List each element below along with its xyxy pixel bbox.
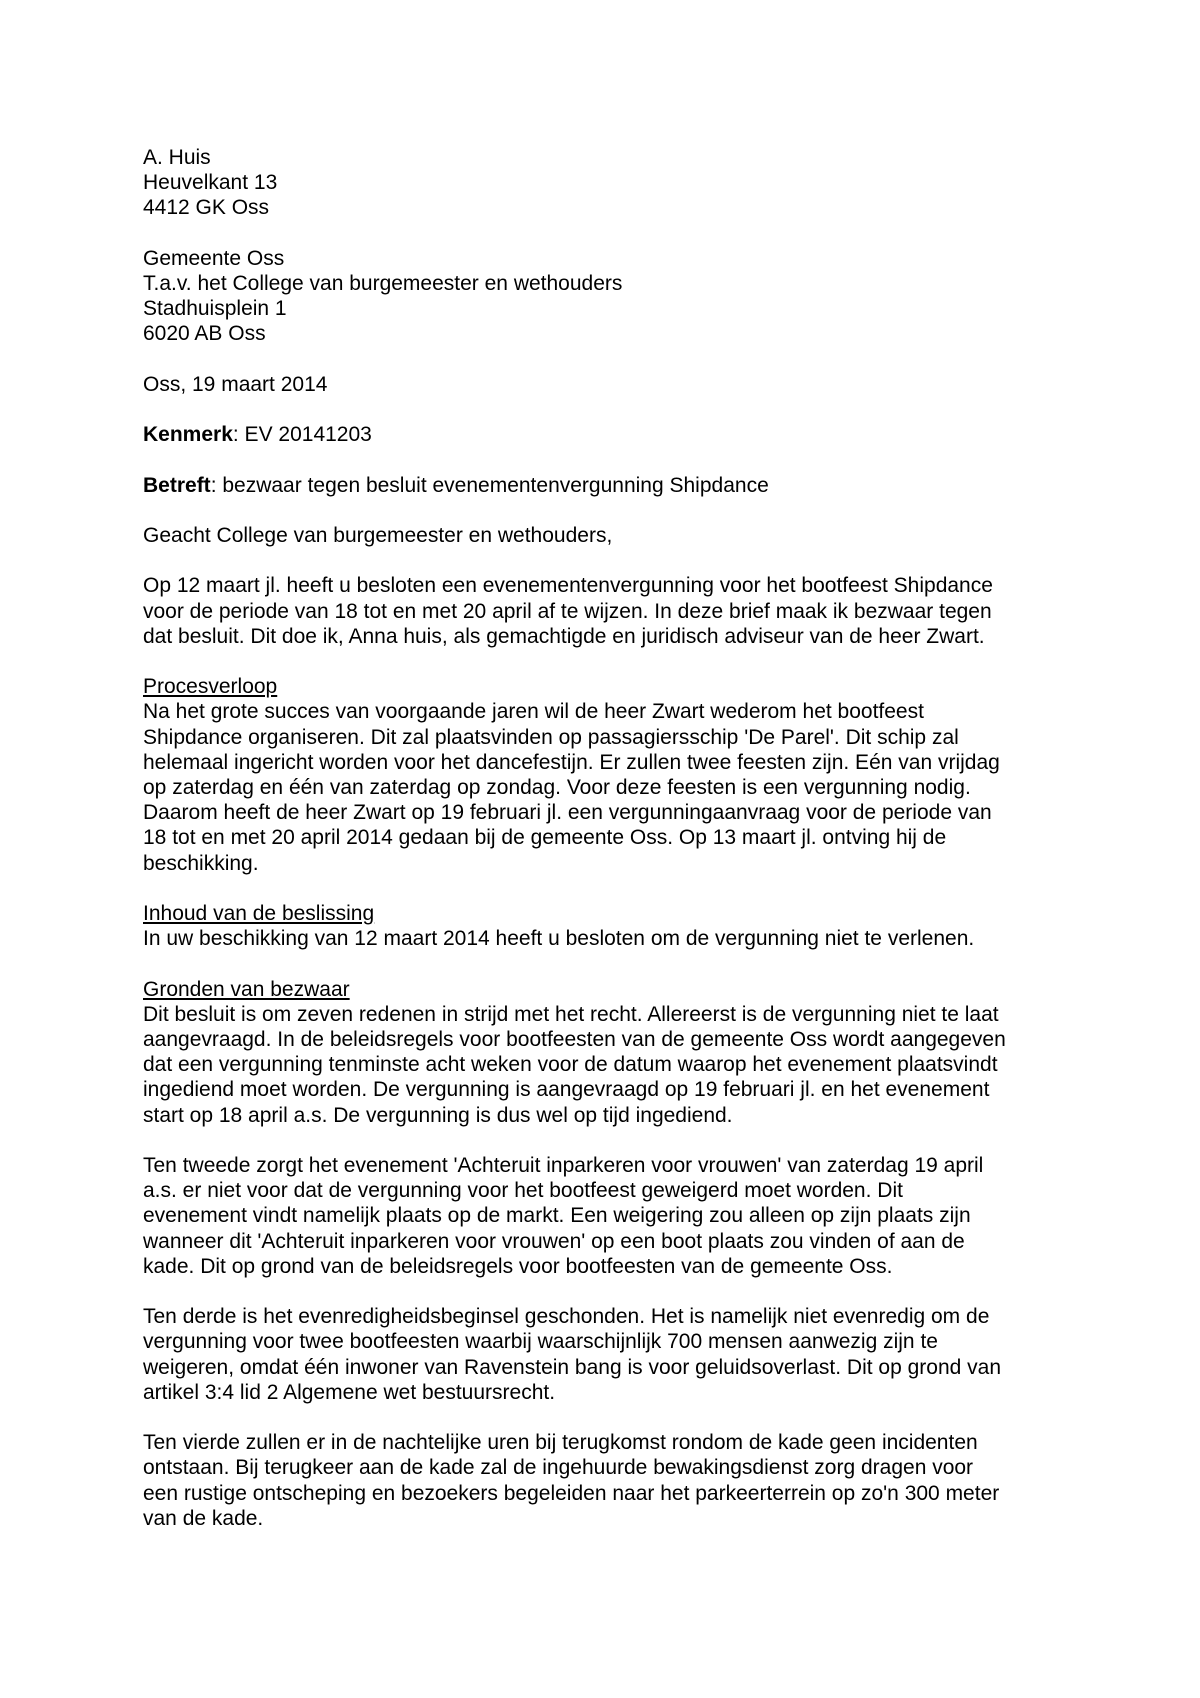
paragraph-line: 18 tot en met 20 april 2014 gedaan bij de gemeente Oss. Op 13 maart jl. ontving hij de: [143, 826, 947, 850]
sender-postal-city: 4412 GK Oss: [143, 196, 270, 220]
kenmerk-line: [143, 422, 1083, 447]
paragraph-line: op zaterdag en één van zaterdag op zondag. Voor deze feesten is een vergunning nodig.: [143, 775, 971, 799]
paragraph-derde: [143, 1304, 1083, 1405]
paragraph-line: kade. Dit op grond van de beleidsregels voor bootfeesten van de gemeente Oss.: [143, 1254, 893, 1278]
paragraph-line: In uw beschikking van 12 maart 2014 heeft u besloten om de vergunning niet te verlenen.: [143, 927, 975, 951]
salutation: Geacht College van burgemeester en wethouders,: [143, 523, 613, 547]
paragraph-line: voor de periode van 18 tot en met 20 april af te wijzen. In deze brief maak ik bezwaar tegen: [143, 599, 992, 623]
paragraph-line: ingediend moet worden. De vergunning is aangevraagd op 19 februari jl. en het evenement: [143, 1078, 990, 1102]
paragraph-line: van de kade.: [143, 1506, 264, 1530]
paragraph-line: dat een vergunning tenminste acht weken voor de datum waarop het evenement plaatsvindt: [143, 1053, 998, 1077]
gronden-section: [143, 977, 1083, 1128]
paragraph-line: ontstaan. Bij terugkeer aan de kade zal de ingehuurde bewakingsdienst zorg dragen voor: [143, 1456, 974, 1480]
recipient-org: Gemeente Oss: [143, 246, 285, 270]
paragraph-line: Ten tweede zorgt het evenement 'Achteruit inparkeren voor vrouwen' van zaterdag 19 april: [143, 1153, 984, 1177]
recipient-address: [143, 246, 1083, 347]
kenmerk-label: Kenmerk: [143, 423, 233, 447]
date-line: Oss, 19 maart 2014: [143, 372, 328, 396]
letter-body: [143, 145, 1083, 1531]
sender-name: A. Huis: [143, 146, 211, 169]
section-heading-procesverloop: Procesverloop: [143, 675, 278, 699]
paragraph-line: aangevraagd. In de beleidsregels voor bootfeesten van de gemeente Oss wordt aangegeven: [143, 1027, 1006, 1051]
paragraph-vierde: [143, 1430, 1083, 1531]
betreft-line: [143, 473, 1083, 498]
paragraph-line: een rustige ontscheping en bezoekers begeleiden naar het parkeerterrein op zo'n 300 meter: [143, 1481, 1000, 1505]
intro-paragraph: [143, 573, 1083, 649]
paragraph-tweede: [143, 1153, 1083, 1279]
recipient-street: Stadhuisplein 1: [143, 297, 287, 321]
procesverloop-section: [143, 674, 1083, 876]
paragraph-line: artikel 3:4 lid 2 Algemene wet bestuursrecht.: [143, 1380, 556, 1404]
paragraph-line: start op 18 april a.s. De vergunning is dus wel op tijd ingediend.: [143, 1103, 733, 1127]
paragraph-line: Dit besluit is om zeven redenen in strijd met het recht. Allereerst is de vergunning niet te laat: [143, 1002, 999, 1026]
section-heading-gronden: Gronden van bezwaar: [143, 977, 350, 1001]
paragraph-line: evenement vindt namelijk plaats op de markt. Een weigering zou alleen op zijn plaats zijn: [143, 1204, 971, 1228]
recipient-attn: T.a.v. het College van burgemeester en wethouders: [143, 272, 623, 295]
paragraph-line: Shipdance organiseren. Dit zal plaatsvinden op passagiersschip 'De Parel'. Dit schip zal: [143, 725, 959, 749]
betreft-value: : bezwaar tegen besluit evenementenvergunning Shipdance: [210, 473, 769, 497]
paragraph-line: wanneer dit 'Achteruit inparkeren voor vrouwen' op een boot plaats zou vinden of aan de: [143, 1229, 965, 1253]
paragraph-line: vergunning voor twee bootfeesten waarbij waarschijnlijk 700 mensen aanwezig zijn te: [143, 1330, 938, 1354]
sender-street: Heuvelkant 13: [143, 171, 278, 195]
section-heading-inhoud: Inhoud van de beslissing: [143, 901, 375, 925]
paragraph-line: dat besluit. Dit doe ik, Anna huis, als gemachtigde en juridisch adviseur van de heer Zwart.: [143, 624, 985, 648]
paragraph-line: weigeren, omdat één inwoner van Ravenstein bang is voor geluidsoverlast. Dit op grond van: [143, 1355, 1002, 1379]
paragraph-line: helemaal ingericht worden voor het dancefestijn. Er zullen twee feesten zijn. Eén van vrijdag: [143, 750, 1000, 774]
paragraph-line: Ten derde is het evenredigheidsbeginsel geschonden. Het is namelijk niet evenredig om de: [143, 1305, 990, 1329]
paragraph-line: Ten vierde zullen er in de nachtelijke uren bij terugkomst rondom de kade geen incidenten: [143, 1431, 978, 1455]
paragraph-line: Daarom heeft de heer Zwart op 19 februari jl. een vergunningaanvraag voor de periode van: [143, 801, 992, 825]
paragraph-line: beschikking.: [143, 851, 259, 875]
paragraph-line: Op 12 maart jl. heeft u besloten een evenementenvergunning voor het bootfeest Shipdance: [143, 574, 993, 598]
paragraph-line: Na het grote succes van voorgaande jaren wil de heer Zwart wederom het bootfeest: [143, 700, 924, 724]
inhoud-section: [143, 901, 1083, 951]
kenmerk-value: : EV 20141203: [232, 423, 372, 447]
betreft-label: Betreft: [143, 473, 211, 497]
paragraph-line: a.s. er niet voor dat de vergunning voor het bootfeest geweigerd moet worden. Dit: [143, 1179, 903, 1203]
recipient-postal-city: 6020 AB Oss: [143, 322, 266, 346]
sender-address: [143, 145, 1083, 221]
